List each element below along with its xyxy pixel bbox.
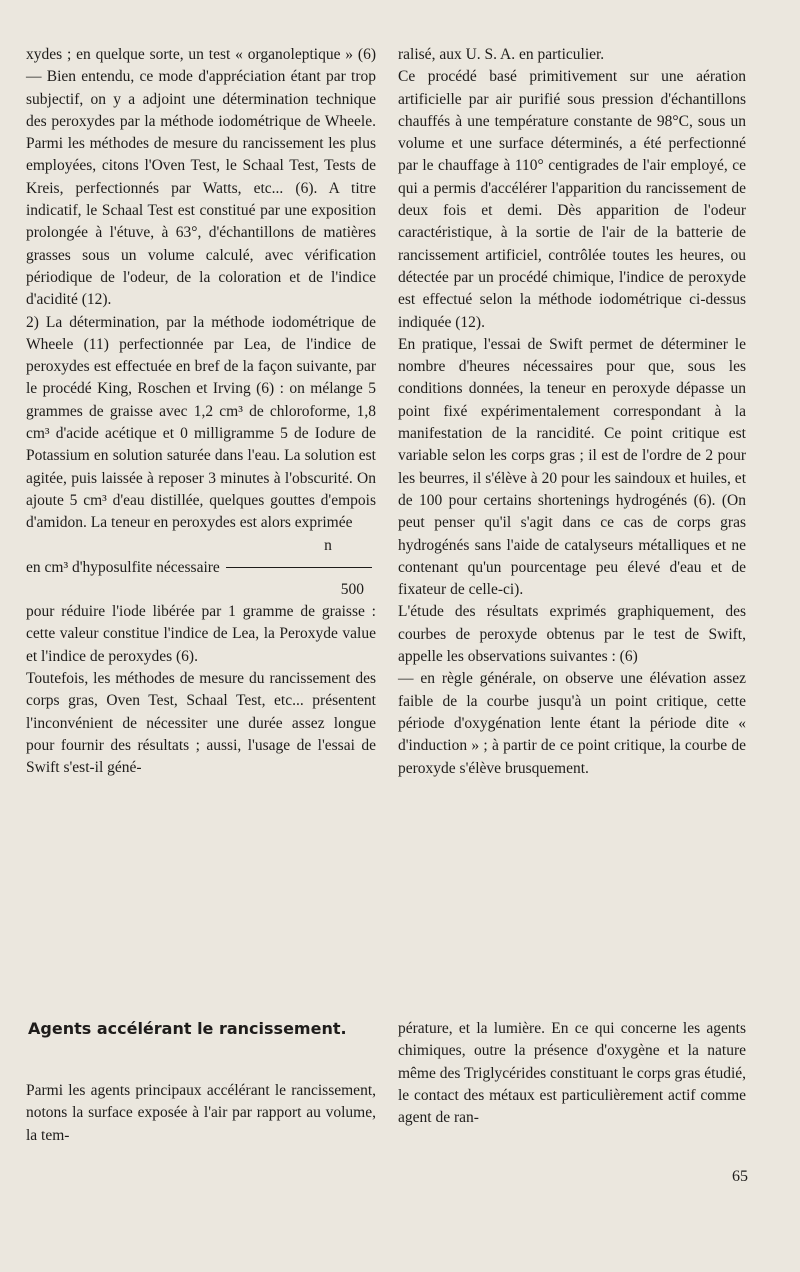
paragraph-pratique: En pratique, l'essai de Swift permet de déterminer le nombre d'heures nécessaires pour que, sous les conditions données, la teneur en peroxyde dépasse un point fixé expérimentalement correspondant à la manifestation de la rancidité. Ce point critique est variable selon les corps gras ; il est de l'ordre de 2 pour les beurres, il s'élève à 20 pour les saindoux et huiles, et de 100 pour certains shortenings hydrogénés (6). (On peut penser qu'il s'agit dans ce cas de corps gras hydrogénés sans l'aide de catalyseurs métalliques et ne contenant qu'un pourcentage peu élevé d'eau et de fixateur de celle-ci). <box>398 335 746 599</box>
page-number: 65 <box>732 1168 748 1185</box>
fraction-rule <box>226 567 372 568</box>
section-left-column <box>26 1080 376 1147</box>
paragraph-wheele-method: 2) La détermination, par la méthode iodométrique de Wheele (11) perfectionnée par Lea, de l'indice de peroxydes est effectuée en bref de la façon suivante, par le procédé King, Roschen et Irving (6) : on mélange 5 grammes de graisse avec 1,2 cm³ de chloroforme, 1,8 cm³ d'acide acétique et 0 milligramme 5 de Iodure de Potassium en solution saturée dans l'eau. La solution est agitée, puis laissée à reposer 3 minutes à l'obscurité. On ajoute 5 cm³ d'eau distillée, quelques gouttes d'empois d'amidon. La teneur en peroxydes est alors exprimée <box>26 313 376 532</box>
fraction-numerator: n <box>324 536 332 554</box>
section-right-column <box>398 1018 746 1129</box>
paragraph-usa: ralisé, aux U. S. A. en particulier. <box>398 46 605 63</box>
fraction-numerator-row <box>26 535 376 557</box>
paragraph-lea-index: pour réduire l'iode libérée par 1 gramme de graisse : cette valeur constitue l'indice de Lea, la Peroxyde value et l'indice de peroxydes (6). <box>26 603 376 665</box>
right-column <box>398 44 746 780</box>
fraction-line <box>26 557 376 579</box>
paragraph-organoleptic-tests: xydes ; en quelque sorte, un test « organoleptique » (6) — Bien entendu, ce mode d'appréciation étant par trop subjectif, on y a adjoint une détermination technique des peroxydes par la méthode iodométrique de Wheele. Parmi les méthodes de mesure du rancissement les plus employées, citons l'Oven Test, le Schaal Test, Tests de Kreis, perfectionnés par Watts, etc... (6). A titre indicatif, le Schaal Test est constitué par une exposition prolongée à l'étuve, à 63°, d'échantillons de matières grasses sous un volume calculé, avec vérification périodique de l'odeur, de la coloration et de l'indice d'acidité (12). <box>26 46 376 309</box>
section-heading: Agents accélérant le rancissement. <box>28 1019 347 1038</box>
paragraph-agents-intro: Parmi les agents principaux accélérant le rancissement, notons la surface exposée à l'air par rapport au volume, la tem- <box>26 1082 376 1144</box>
paragraph-regle-generale: — en règle générale, on observe une élévation assez faible de la courbe jusqu'à un point critique, cette période d'oxygénation lente étant la période dite « d'induction » ; à partir de ce point critique, la courbe de peroxyde s'élève brusquement. <box>398 670 746 777</box>
fraction-denominator: 500 <box>340 580 364 598</box>
paragraph-swift-procedure: Ce procédé basé primitivement sur une aération artificielle par air purifié sous pression d'échantillons chauffés à une température constante de 98°C, sous un volume et une surface déterminés, a été perfectionné par le chauffage à 110° centigrades de l'air employé, ce qui a permis d'accélérer l'apparition du rancissement de deux fois et demi. Dès apparition de l'odeur caractéristique, à la sortie de l'air de la batterie de rancissement artificiel, contrôlée toutes les heures, ou détectée par un procédé chimique, l'indice de peroxyde est effectué selon la méthode iodométrique ci-dessus indiquée (12). <box>398 68 746 331</box>
paragraph-etude-resultats: L'étude des résultats exprimés graphiquement, des courbes de peroxyde obtenus par le test de Swift, appelle les observations suivantes : (6) <box>398 603 746 666</box>
left-column <box>26 44 376 780</box>
paragraph-agents-continued: pérature, et la lumière. En ce qui concerne les agents chimiques, outre la présence d'oxygène et la nature même des Triglycérides constituant le corps gras étudié, le contact des métaux est particulièrement actif comme agent de ran- <box>398 1020 746 1127</box>
fraction-text: en cm³ d'hyposulfite nécessaire <box>26 558 220 576</box>
paragraph-toutefois: Toutefois, les méthodes de mesure du rancissement des corps gras, Oven Test, Schaal Test, etc... présentent l'inconvénient de nécessiter une durée assez longue pour fournir des résultats ; aussi, l'usage de l'essai de Swift s'est-il géné- <box>26 670 376 777</box>
